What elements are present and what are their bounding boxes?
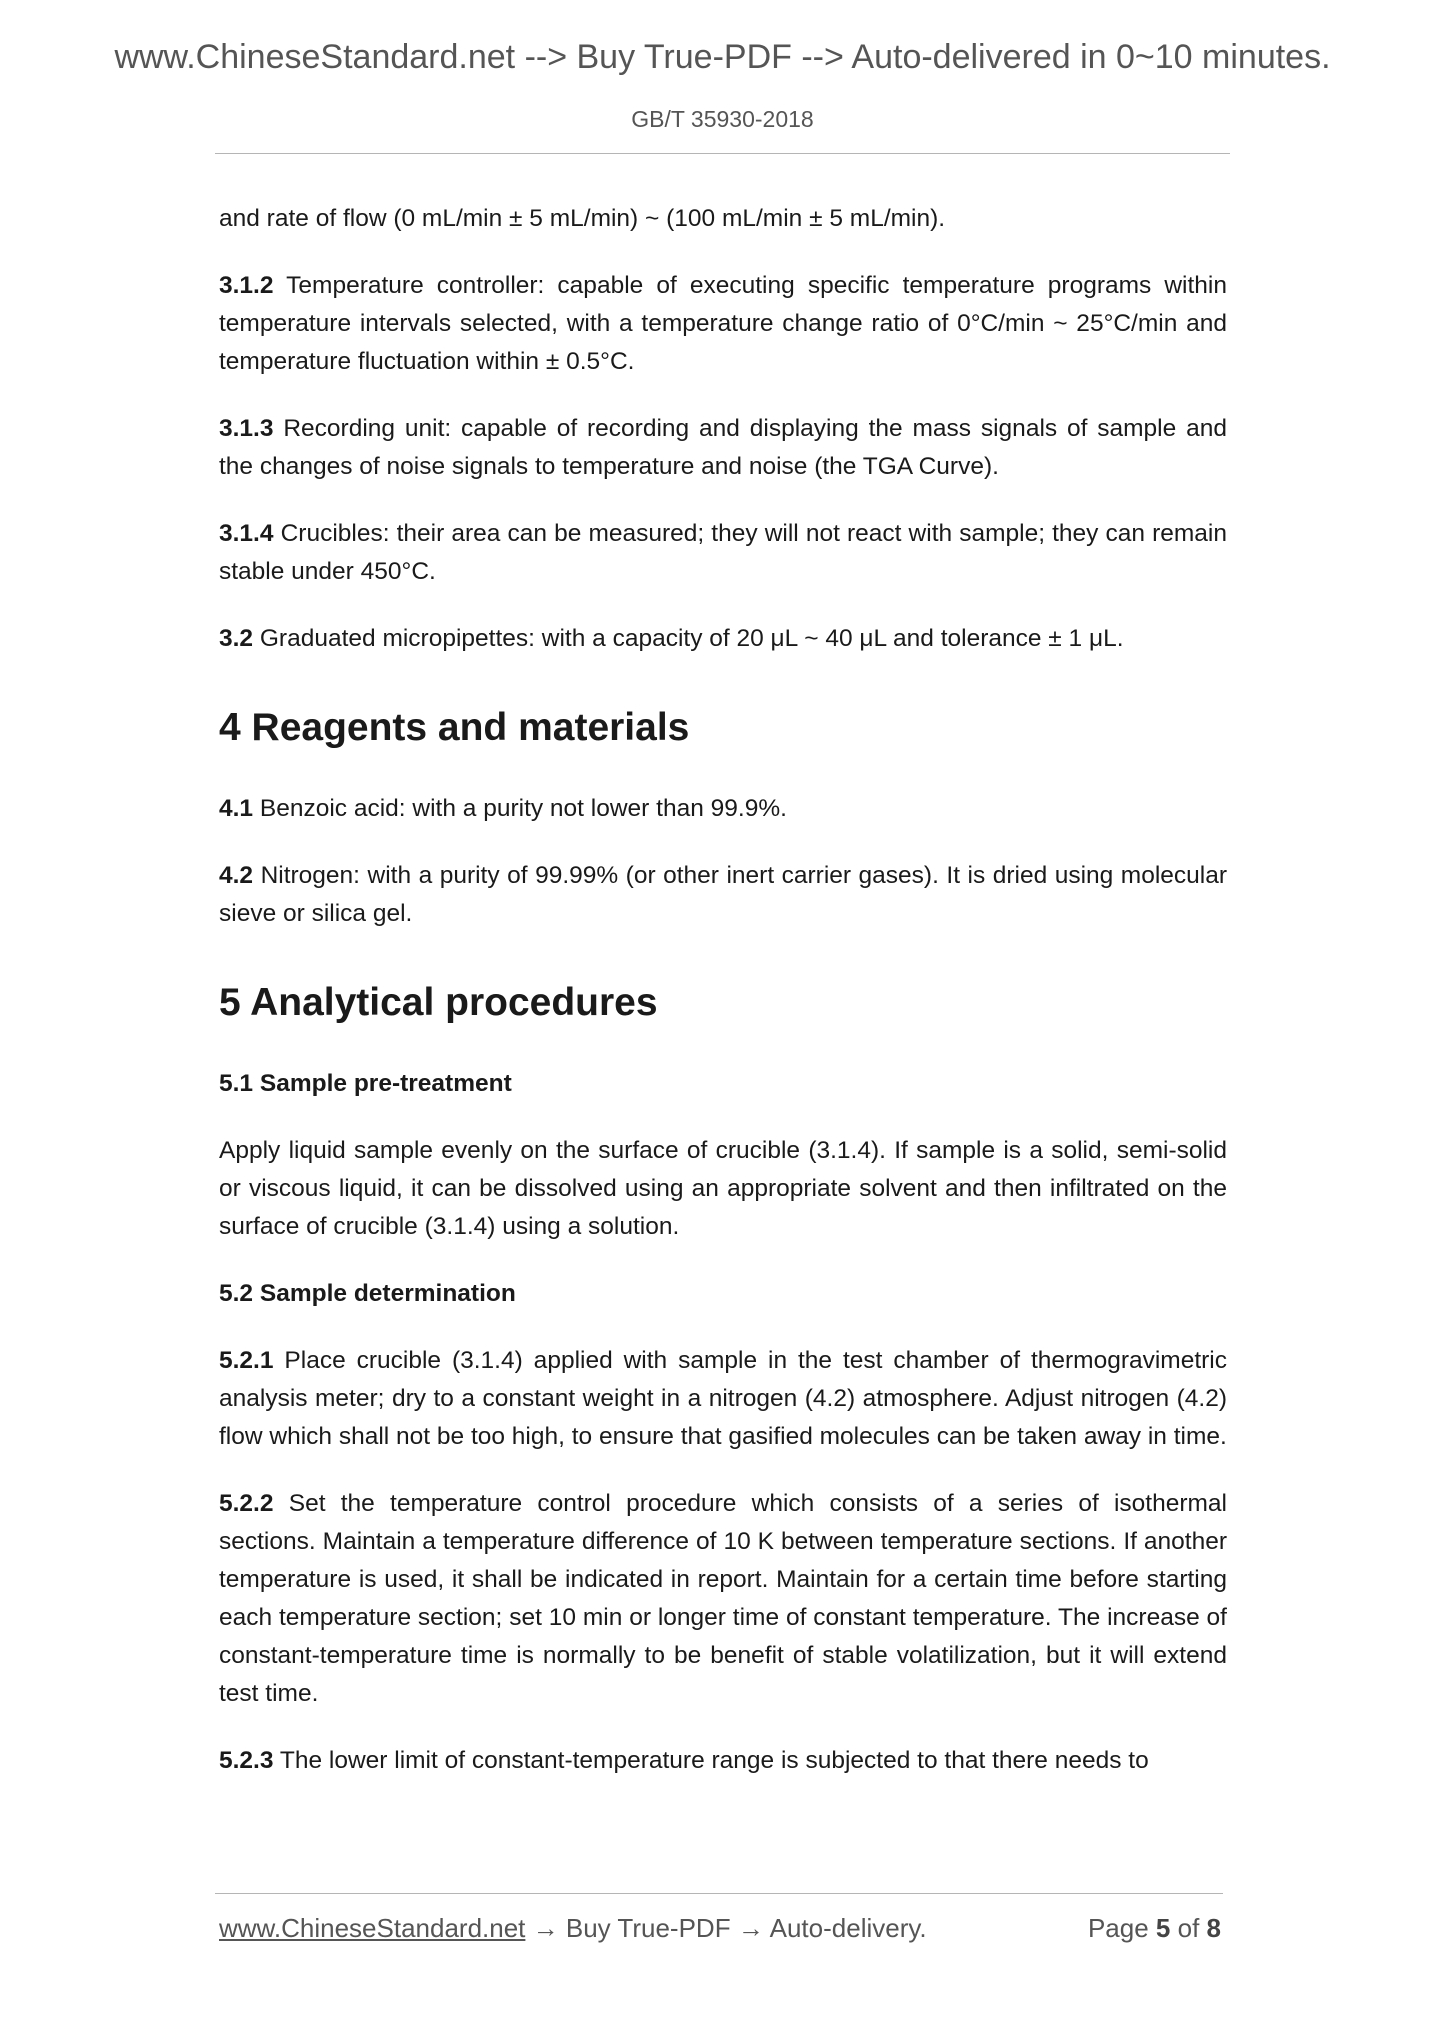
clause-text: Nitrogen: with a purity of 99.99% (or other inert carrier gases). It is dried using molecular sieve or silica gel. — [219, 862, 1227, 927]
clause-text: Place crucible (3.1.4) applied with sample in the test chamber of thermogravimetric analysis meter; dry to a constant weight in a nitrogen (4.2) atmosphere. Adjust nitrogen (4.2) flow which shall not be too high, to ensure that gasified molecules can be taken away in time. — [219, 1347, 1227, 1450]
clause-text: Benzoic acid: with a purity not lower than 99.9%. — [259, 795, 787, 822]
footer-promo — [219, 1913, 927, 1944]
of-label: of — [1177, 1913, 1200, 1943]
arrow-right-icon: → — [737, 1913, 764, 1943]
section-heading-4: 4 Reagents and materials — [219, 706, 690, 749]
page-label: Page — [1087, 1913, 1149, 1943]
clause-number: 5.2.3 — [219, 1747, 274, 1774]
clause-4-1 — [219, 790, 1227, 828]
clause-number: 4.1 — [219, 795, 254, 822]
paragraph-flow-rate — [219, 200, 1227, 238]
clause-number: 3.2 — [219, 625, 254, 652]
footer-delivery-text: Auto-delivery. — [769, 1913, 927, 1943]
arrow-right-icon: → — [532, 1913, 559, 1943]
header-divider — [215, 153, 1230, 154]
subsection-heading-5-2: 5.2 Sample determination — [219, 1280, 516, 1307]
banner-text: www.ChineseStandard.net --> Buy True-PDF --> Auto-delivered in 0~10 minutes. — [114, 38, 1331, 76]
clause-3-2 — [219, 620, 1227, 658]
section-heading-5: 5 Analytical procedures — [219, 981, 658, 1024]
clause-3-1-2 — [219, 267, 1227, 381]
paragraph-text: and rate of flow (0 mL/min ± 5 mL/min) ~ (100 mL/min ± 5 mL/min). — [219, 205, 946, 232]
clause-number: 4.2 — [219, 862, 254, 889]
current-page: 5 — [1155, 1913, 1171, 1943]
standard-number: GB/T 35930-2018 — [631, 106, 814, 132]
document-body — [219, 200, 1227, 1809]
clause-text: Crucibles: their area can be measured; they will not react with sample; they can remain stable under 450°C. — [219, 520, 1227, 585]
clause-number: 5.2.2 — [219, 1490, 274, 1517]
clause-text: Temperature controller: capable of executing specific temperature programs within temperature intervals selected, with a temperature change ratio of 0°C/min ~ 25°C/min and temperature fluctuation within ± 0.5°C. — [219, 272, 1227, 375]
clause-number: 3.1.2 — [219, 272, 274, 299]
clause-number: 3.1.3 — [219, 415, 274, 442]
clause-text: Recording unit: capable of recording and displaying the mass signals of sample and the changes of noise signals to temperature and noise (the TGA Curve). — [219, 415, 1227, 480]
total-pages: 8 — [1206, 1913, 1221, 1943]
clause-4-2 — [219, 857, 1227, 933]
clause-3-1-3 — [219, 410, 1227, 486]
clause-5-2-3 — [219, 1742, 1227, 1780]
clause-text: Set the temperature control procedure which consists of a series of isothermal sections. Maintain a temperature difference of 10 K between temperature sections. If another temperature is used, it shall be indicated in report. Maintain for a certain time before starting each temperature section; set 10 min or longer time of constant temperature. The increase of constant-temperature time is normally to be benefit of stable volatilization, but it will extend test time. — [219, 1490, 1227, 1707]
subsection-heading-5-1: 5.1 Sample pre-treatment — [219, 1070, 512, 1097]
footer-site-link[interactable]: www.ChineseStandard.net — [219, 1913, 526, 1943]
paragraph-5-1 — [219, 1132, 1227, 1246]
clause-5-2-2 — [219, 1485, 1227, 1713]
page-indicator — [1088, 1913, 1221, 1944]
clause-text: The lower limit of constant-temperature range is subjected to that there needs to — [279, 1747, 1149, 1774]
clause-3-1-4 — [219, 515, 1227, 591]
clause-number: 5.2.1 — [219, 1347, 274, 1374]
footer-buy-text: Buy True-PDF — [565, 1913, 731, 1943]
clause-number: 3.1.4 — [219, 520, 274, 547]
clause-text: Graduated micropipettes: with a capacity of 20 μL ~ 40 μL and tolerance ± 1 μL. — [259, 625, 1124, 652]
footer-divider — [215, 1893, 1223, 1894]
paragraph-text: Apply liquid sample evenly on the surface of crucible (3.1.4). If sample is a solid, semi-solid or viscous liquid, it can be dissolved using an appropriate solvent and then infiltrated on the surface of crucible (3.1.4) using a solution. — [219, 1137, 1227, 1240]
clause-5-2-1 — [219, 1342, 1227, 1456]
